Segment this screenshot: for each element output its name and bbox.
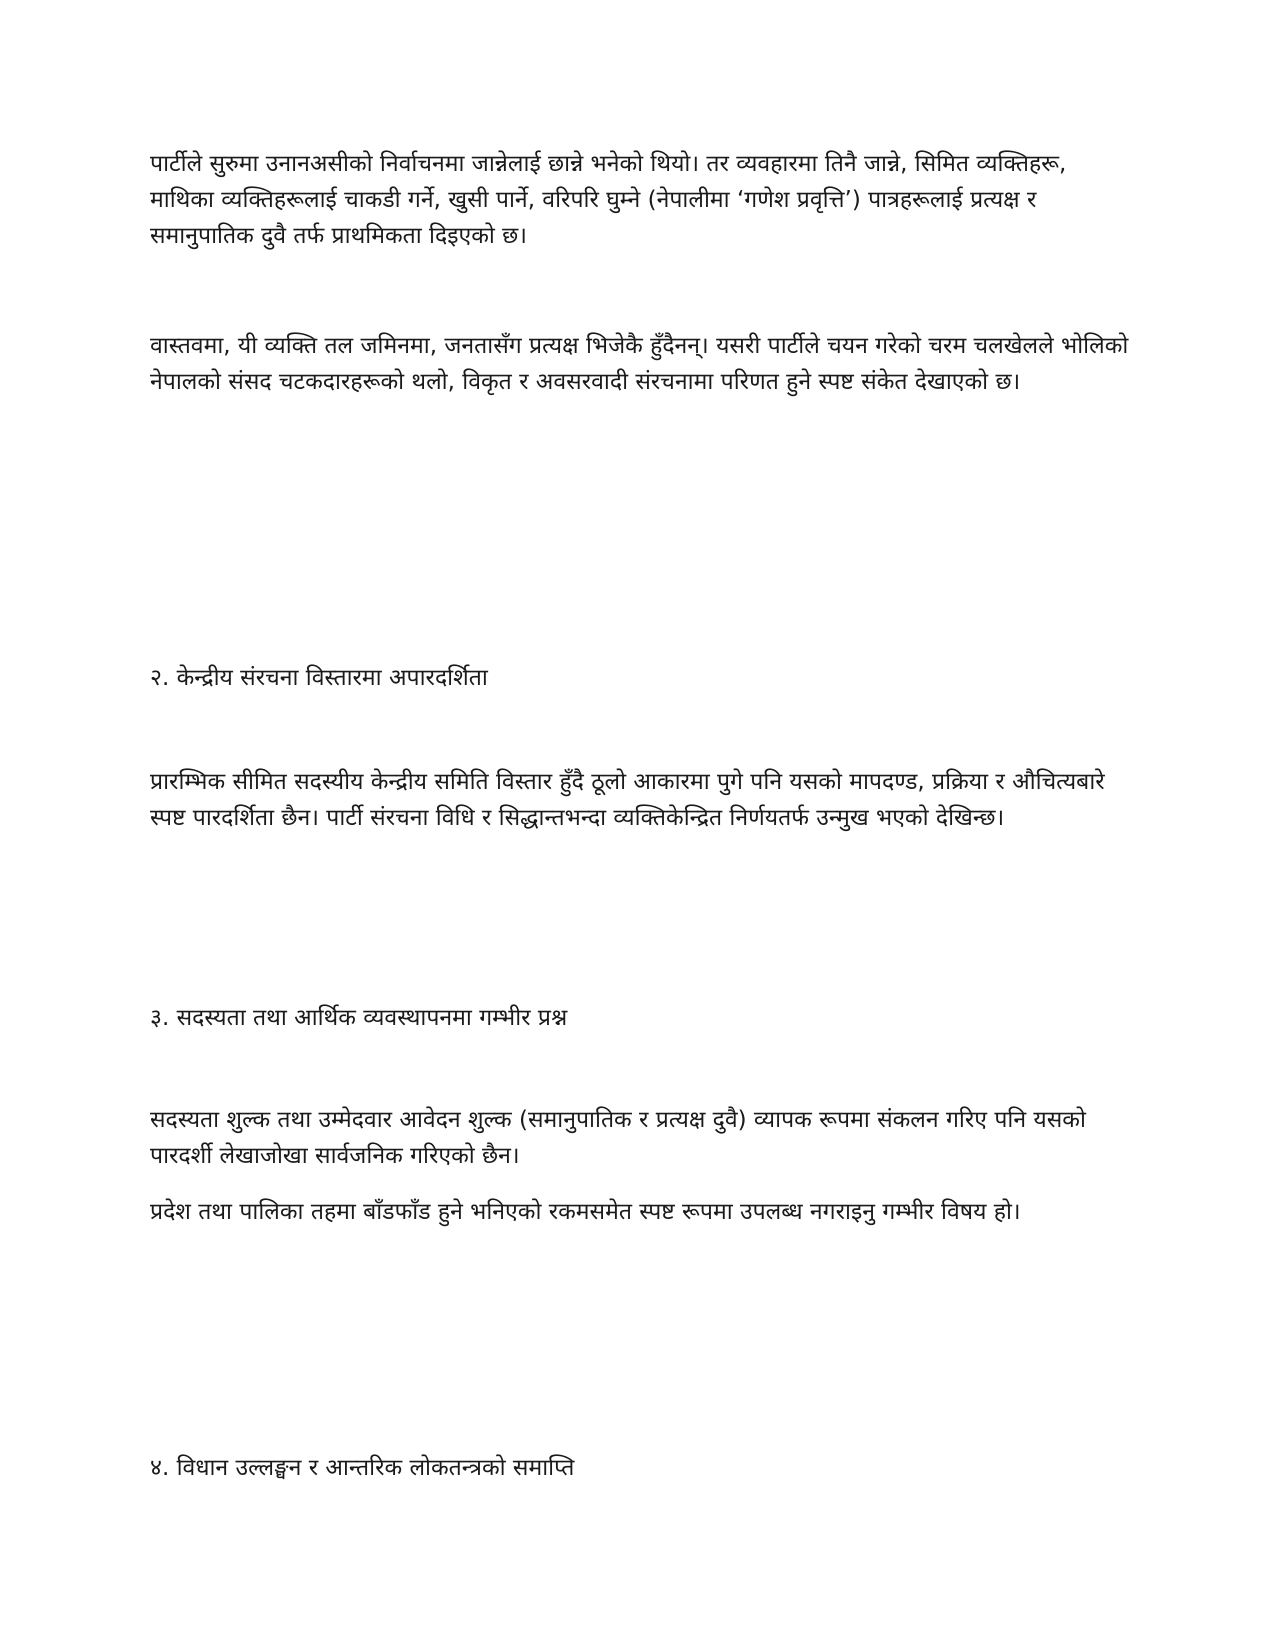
section-2-paragraph: प्रारम्भिक सीमित सदस्यीय केन्द्रीय समिति विस्तार हुँदै ठूलो आकारमा पुगे पनि यसको मापदण्ड, प्रक्रिया र औचित्यबारे स्पष्ट पारदर्शिता छैन। पार्टी संरचना विधि र सिद्धान्तभन्दा व्यक्तिकेन्द्रित निर्णयतर्फ उन्मुख भएको देखिन्छ। — [150, 769, 1105, 831]
intro-paragraph-2: वास्तवमा, यी व्यक्ति तल जमिनमा, जनतासँग प्रत्यक्ष भिजेकै हुँदैनन्। यसरी पार्टीले चयन गरेको चरम चलखेलले भोलिको नेपालको संसद चटकदारहरूको थलो, विकृत र अवसरवादी संरचनामा परिणत हुने स्पष्ट संकेत देखाएको छ। — [150, 333, 1129, 395]
section-2-heading: २. केन्द्रीय संरचना विस्तारमा अपारदर्शिता — [150, 665, 488, 691]
section-3-heading: ३. सदस्यता तथा आर्थिक व्यवस्थापनमा गम्भीर प्रश्न — [150, 1005, 568, 1031]
section-4-heading: ४. विधान उल्लङ्घन र आन्तरिक लोकतन्त्रको समाप्ति — [150, 1455, 575, 1481]
section-3-paragraph-2: प्रदेश तथा पालिका तहमा बाँडफाँड हुने भनिएको रकमसमेत स्पष्ट रूपमा उपलब्ध नगराइनु गम्भीर विषय हो। — [150, 1199, 1021, 1225]
intro-paragraph-1: पार्टीले सुरुमा उनानअसीको निर्वाचनमा जान्नेलाई छान्ने भनेको थियो। तर व्यवहारमा तिनै जान्ने, सिमित व्यक्तिहरू, माथिका व्यक्तिहरूलाई चाकडी गर्ने, खुसी पार्ने, वरिपरि घुम्ने (नेपालीमा ‘गणेश प्रवृत्ति’) पात्रहरूलाई प्रत्यक्ष र समानुपातिक दुवै तर्फ प्राथमिकता दिइएको छ। — [150, 151, 1067, 249]
section-3-paragraph-1: सदस्यता शुल्क तथा उम्मेदवार आवेदन शुल्क (समानुपातिक र प्रत्यक्ष दुवै) व्यापक रूपमा संकलन गरिए पनि यसको पारदर्शी लेखाजोखा सार्वजनिक गरिएको छैन। — [150, 1107, 1086, 1169]
